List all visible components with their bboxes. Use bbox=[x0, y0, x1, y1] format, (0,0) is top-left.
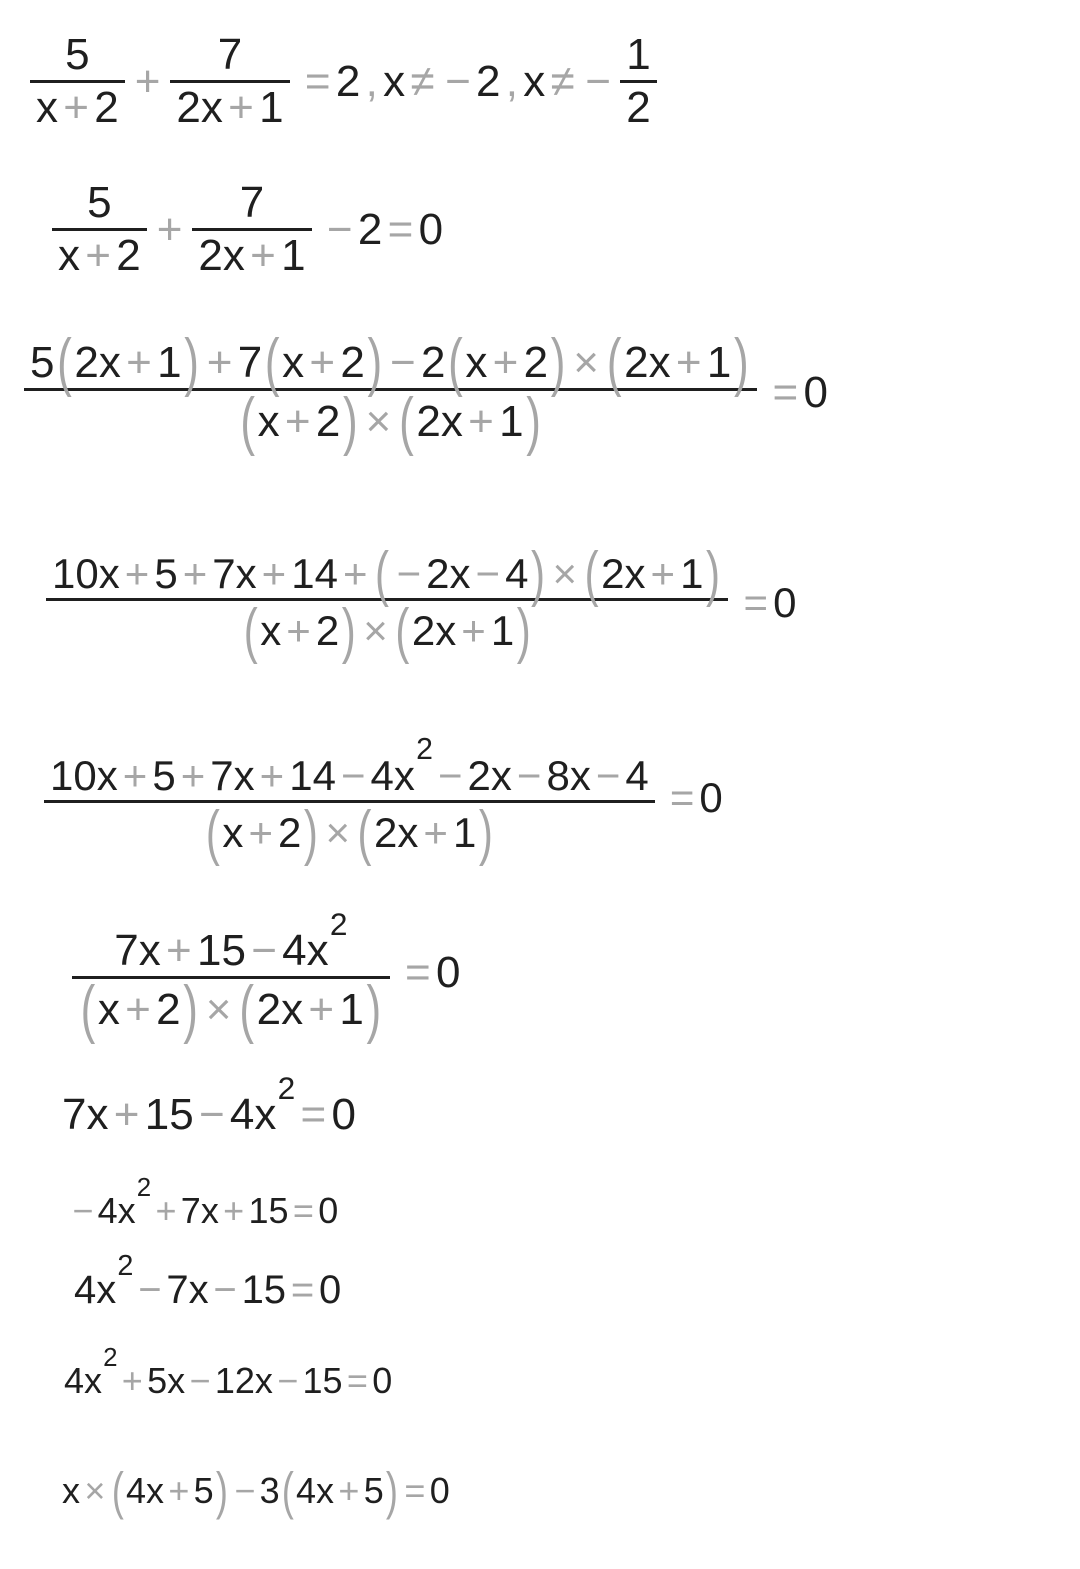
paren: ) bbox=[303, 798, 318, 867]
fraction bbox=[30, 30, 125, 133]
fraction bbox=[44, 733, 655, 867]
operator: + bbox=[423, 809, 448, 856]
numerator: 5 bbox=[87, 178, 112, 227]
denominator bbox=[197, 798, 501, 867]
term: 4x bbox=[282, 926, 329, 975]
equation-tail bbox=[400, 948, 461, 998]
term: 2x bbox=[176, 83, 223, 132]
operator: − bbox=[234, 1470, 256, 1511]
operator: + bbox=[180, 752, 206, 799]
term: 5 bbox=[363, 1470, 384, 1511]
operator: + bbox=[156, 204, 183, 254]
term: 4x bbox=[125, 1470, 164, 1511]
term: 2 bbox=[335, 56, 361, 106]
term: 2x bbox=[198, 231, 245, 280]
paren: ) bbox=[342, 385, 358, 457]
operator: + bbox=[309, 338, 336, 387]
times-sign: × bbox=[205, 985, 232, 1034]
not-equal-sign: ≠ bbox=[410, 56, 435, 106]
times-sign: × bbox=[365, 397, 392, 446]
equation-tail bbox=[665, 774, 723, 822]
paren: ( bbox=[395, 596, 410, 665]
paren: ) bbox=[526, 385, 541, 457]
step-10-equation bbox=[64, 1344, 393, 1402]
exponent: 2 bbox=[117, 1249, 134, 1282]
term: 10x bbox=[52, 550, 120, 597]
paren: ) bbox=[478, 798, 493, 867]
operator: + bbox=[259, 752, 285, 799]
paren: ) bbox=[215, 1460, 228, 1520]
term: 1 bbox=[157, 338, 182, 387]
numerator bbox=[108, 905, 353, 976]
step-1-equation bbox=[30, 30, 657, 133]
paren: ( bbox=[240, 385, 256, 457]
equals-sign: = bbox=[772, 367, 799, 417]
paren: ) bbox=[341, 596, 356, 665]
exponent: 2 bbox=[136, 1174, 152, 1203]
term: 7x bbox=[166, 1268, 209, 1312]
denominator bbox=[72, 973, 390, 1045]
fraction bbox=[46, 539, 728, 665]
step-5-equation bbox=[44, 733, 723, 867]
paren: ) bbox=[184, 326, 199, 398]
denominator: 2 bbox=[626, 83, 651, 132]
operator: − bbox=[445, 56, 471, 106]
operator: − bbox=[475, 550, 501, 597]
term: 4x bbox=[296, 1470, 335, 1511]
paren: ) bbox=[367, 326, 383, 398]
paren: ( bbox=[375, 539, 390, 608]
term: 2x bbox=[256, 985, 304, 1034]
operator: + bbox=[650, 550, 676, 597]
operator: + bbox=[206, 338, 233, 387]
term: 2 bbox=[420, 338, 446, 387]
term: x bbox=[58, 231, 80, 280]
operator: − bbox=[396, 550, 422, 597]
numerator: 7 bbox=[217, 30, 243, 79]
numerator bbox=[46, 539, 728, 608]
term: 2 bbox=[357, 204, 383, 254]
exponent: 2 bbox=[277, 1069, 296, 1106]
equals-sign: = bbox=[405, 947, 431, 997]
equals-sign: = bbox=[387, 204, 414, 254]
times-sign: × bbox=[325, 809, 350, 856]
term: 0 bbox=[803, 367, 828, 417]
operator: − bbox=[340, 752, 366, 799]
paren: ( bbox=[281, 1460, 294, 1520]
term: x bbox=[523, 56, 546, 106]
numerator bbox=[24, 326, 757, 398]
term: 7x bbox=[180, 1190, 219, 1231]
term: 4x bbox=[64, 1360, 103, 1401]
paren: ( bbox=[57, 326, 72, 398]
operator: + bbox=[248, 809, 273, 856]
equals-sign: = bbox=[304, 56, 331, 106]
operator: + bbox=[223, 1190, 245, 1231]
term: 2x bbox=[624, 338, 671, 387]
term: x bbox=[257, 397, 280, 446]
operator: + bbox=[492, 338, 519, 387]
step-8-equation bbox=[68, 1174, 339, 1232]
term: 5x bbox=[147, 1360, 186, 1401]
fraction bbox=[192, 178, 311, 281]
term: 4 bbox=[505, 550, 529, 597]
not-equal-sign: ≠ bbox=[550, 56, 575, 106]
term: 15 bbox=[196, 926, 246, 975]
term: 5 bbox=[152, 752, 176, 799]
term: x bbox=[36, 83, 58, 132]
term: 8x bbox=[546, 752, 591, 799]
operator: + bbox=[63, 83, 89, 132]
paren: ( bbox=[584, 539, 599, 608]
equation-tail bbox=[322, 205, 443, 255]
operator: + bbox=[168, 1470, 190, 1511]
term: x bbox=[222, 809, 244, 856]
operator: + bbox=[468, 397, 494, 446]
times-sign: × bbox=[363, 607, 388, 654]
term: 14 bbox=[289, 752, 336, 799]
operator: + bbox=[85, 231, 111, 280]
step-4-equation bbox=[46, 539, 797, 665]
term: 1 bbox=[499, 397, 524, 446]
term: 0 bbox=[372, 1360, 393, 1401]
term: 0 bbox=[773, 578, 797, 626]
fraction bbox=[24, 326, 757, 457]
term: 15 bbox=[302, 1360, 343, 1401]
paren: ( bbox=[243, 596, 258, 665]
term: 2 bbox=[156, 985, 181, 1034]
term: 2 bbox=[116, 231, 141, 280]
paren: ) bbox=[385, 1460, 398, 1520]
operator: + bbox=[121, 1360, 143, 1401]
operator: + bbox=[308, 985, 335, 1034]
term: 2x bbox=[411, 607, 457, 654]
equation-tail bbox=[300, 30, 657, 133]
equals-sign: = bbox=[346, 1360, 368, 1401]
equals-sign: = bbox=[300, 1090, 327, 1139]
term: 3 bbox=[259, 1470, 280, 1511]
fraction bbox=[620, 30, 656, 133]
term: 2 bbox=[94, 83, 119, 132]
comma: , bbox=[365, 56, 378, 106]
operator: − bbox=[72, 1190, 94, 1231]
term: 1 bbox=[281, 231, 306, 280]
paren: ( bbox=[448, 326, 463, 398]
operator: + bbox=[126, 338, 152, 387]
term: 1 bbox=[259, 83, 284, 132]
operator: + bbox=[261, 550, 287, 597]
term: 1 bbox=[452, 809, 477, 856]
term: 7 bbox=[237, 338, 263, 387]
step-9-equation bbox=[74, 1249, 342, 1313]
fraction bbox=[72, 905, 390, 1045]
paren: ) bbox=[705, 539, 720, 608]
term: 0 bbox=[319, 1268, 342, 1312]
times-sign: × bbox=[552, 550, 578, 597]
term: 7x bbox=[62, 1090, 109, 1139]
term: 4 bbox=[625, 752, 649, 799]
term: 10x bbox=[50, 752, 118, 799]
equation-tail bbox=[767, 368, 828, 418]
term: 7x bbox=[210, 752, 255, 799]
term: 0 bbox=[699, 773, 723, 821]
step-11-equation bbox=[62, 1460, 450, 1520]
term: 7x bbox=[212, 550, 257, 597]
term: 4x bbox=[97, 1190, 136, 1231]
term: 4x bbox=[370, 752, 415, 799]
term: x bbox=[282, 338, 305, 387]
paren: ) bbox=[733, 326, 749, 398]
numerator: 1 bbox=[626, 30, 651, 79]
paren: ) bbox=[366, 973, 382, 1045]
term: 0 bbox=[418, 204, 444, 254]
term: 2 bbox=[340, 338, 365, 387]
paren: ) bbox=[530, 539, 545, 608]
term: 5 bbox=[30, 338, 55, 387]
numerator: 5 bbox=[65, 30, 90, 79]
equals-sign: = bbox=[290, 1268, 315, 1312]
term: x bbox=[97, 985, 120, 1034]
paren: ( bbox=[264, 326, 280, 398]
denominator bbox=[232, 385, 550, 457]
term: 1 bbox=[490, 607, 515, 654]
numerator: 7 bbox=[239, 178, 265, 227]
numerator bbox=[44, 733, 655, 800]
paren: ( bbox=[239, 973, 255, 1045]
equals-sign: = bbox=[669, 773, 695, 821]
term: 14 bbox=[291, 550, 338, 597]
operator: + bbox=[122, 752, 148, 799]
paren: ) bbox=[516, 596, 531, 665]
denominator bbox=[235, 596, 539, 665]
term: 2x bbox=[74, 338, 121, 387]
operator: + bbox=[675, 338, 702, 387]
operator: + bbox=[134, 56, 161, 106]
operator: + bbox=[286, 607, 311, 654]
paren: ( bbox=[205, 798, 220, 867]
operator: − bbox=[585, 56, 611, 106]
equals-sign: = bbox=[404, 1470, 426, 1511]
operator: + bbox=[461, 607, 486, 654]
step-2-equation bbox=[52, 178, 443, 281]
operator: + bbox=[182, 550, 208, 597]
term: 7x bbox=[114, 926, 161, 975]
term: 1 bbox=[706, 338, 732, 387]
term: 1 bbox=[339, 985, 364, 1034]
times-sign: × bbox=[84, 1470, 106, 1511]
step-6-equation bbox=[72, 905, 461, 1045]
times-sign: × bbox=[573, 338, 599, 387]
operator: + bbox=[113, 1090, 140, 1139]
equation-tail bbox=[738, 579, 796, 627]
term: 2x bbox=[467, 752, 512, 799]
term: 0 bbox=[318, 1190, 339, 1231]
exponent: 2 bbox=[103, 1344, 118, 1373]
operator: − bbox=[189, 1360, 211, 1401]
operator: − bbox=[138, 1268, 162, 1312]
paren: ( bbox=[111, 1460, 124, 1520]
term: 15 bbox=[241, 1268, 287, 1312]
operator: + bbox=[284, 397, 311, 446]
operator: − bbox=[277, 1360, 299, 1401]
operator: − bbox=[198, 1090, 225, 1139]
term: x bbox=[62, 1470, 80, 1511]
term: 2x bbox=[374, 809, 419, 856]
term: 5 bbox=[193, 1470, 214, 1511]
paren: ( bbox=[399, 385, 414, 457]
term: 0 bbox=[436, 947, 461, 997]
term: 2x bbox=[426, 550, 471, 597]
operator: − bbox=[390, 338, 416, 387]
term: 2 bbox=[278, 809, 302, 856]
term: 2 bbox=[315, 397, 341, 446]
term: 12x bbox=[214, 1360, 273, 1401]
term: x bbox=[383, 56, 406, 106]
term: 1 bbox=[680, 550, 704, 597]
operator: + bbox=[228, 83, 254, 132]
equals-sign: = bbox=[743, 578, 769, 626]
paren: ) bbox=[550, 326, 566, 398]
operator: + bbox=[342, 550, 368, 597]
term: 0 bbox=[429, 1470, 450, 1511]
operator: − bbox=[516, 752, 542, 799]
exponent: 2 bbox=[329, 905, 348, 942]
fraction bbox=[170, 30, 289, 133]
paren: ) bbox=[183, 973, 198, 1045]
fraction bbox=[52, 178, 147, 281]
operator: + bbox=[124, 550, 150, 597]
equals-sign: = bbox=[292, 1190, 314, 1231]
term: 2 bbox=[476, 56, 501, 106]
term: 15 bbox=[144, 1090, 194, 1139]
term: 4x bbox=[229, 1090, 277, 1139]
term: 0 bbox=[331, 1090, 356, 1139]
comma: , bbox=[505, 56, 519, 106]
exponent: 2 bbox=[416, 733, 433, 767]
paren: ( bbox=[80, 973, 96, 1045]
operator: − bbox=[213, 1268, 237, 1312]
operator: + bbox=[250, 231, 276, 280]
term: 2x bbox=[416, 397, 463, 446]
paren: ( bbox=[606, 326, 622, 398]
operator: + bbox=[338, 1470, 360, 1511]
term: 2x bbox=[601, 550, 646, 597]
paren: ( bbox=[357, 798, 372, 867]
term: 5 bbox=[154, 550, 178, 597]
operator: − bbox=[251, 926, 277, 975]
operator: + bbox=[166, 926, 192, 975]
term: 2 bbox=[523, 338, 549, 387]
term: 4x bbox=[74, 1268, 117, 1312]
operator: + bbox=[125, 985, 151, 1034]
term: 2 bbox=[315, 607, 340, 654]
step-7-equation bbox=[62, 1069, 356, 1140]
step-3-equation bbox=[24, 326, 828, 457]
term: 15 bbox=[248, 1190, 289, 1231]
term: x bbox=[260, 607, 282, 654]
operator: − bbox=[595, 752, 621, 799]
operator: − bbox=[326, 204, 353, 254]
operator: − bbox=[437, 752, 463, 799]
term: x bbox=[465, 338, 488, 387]
operator: + bbox=[155, 1190, 177, 1231]
